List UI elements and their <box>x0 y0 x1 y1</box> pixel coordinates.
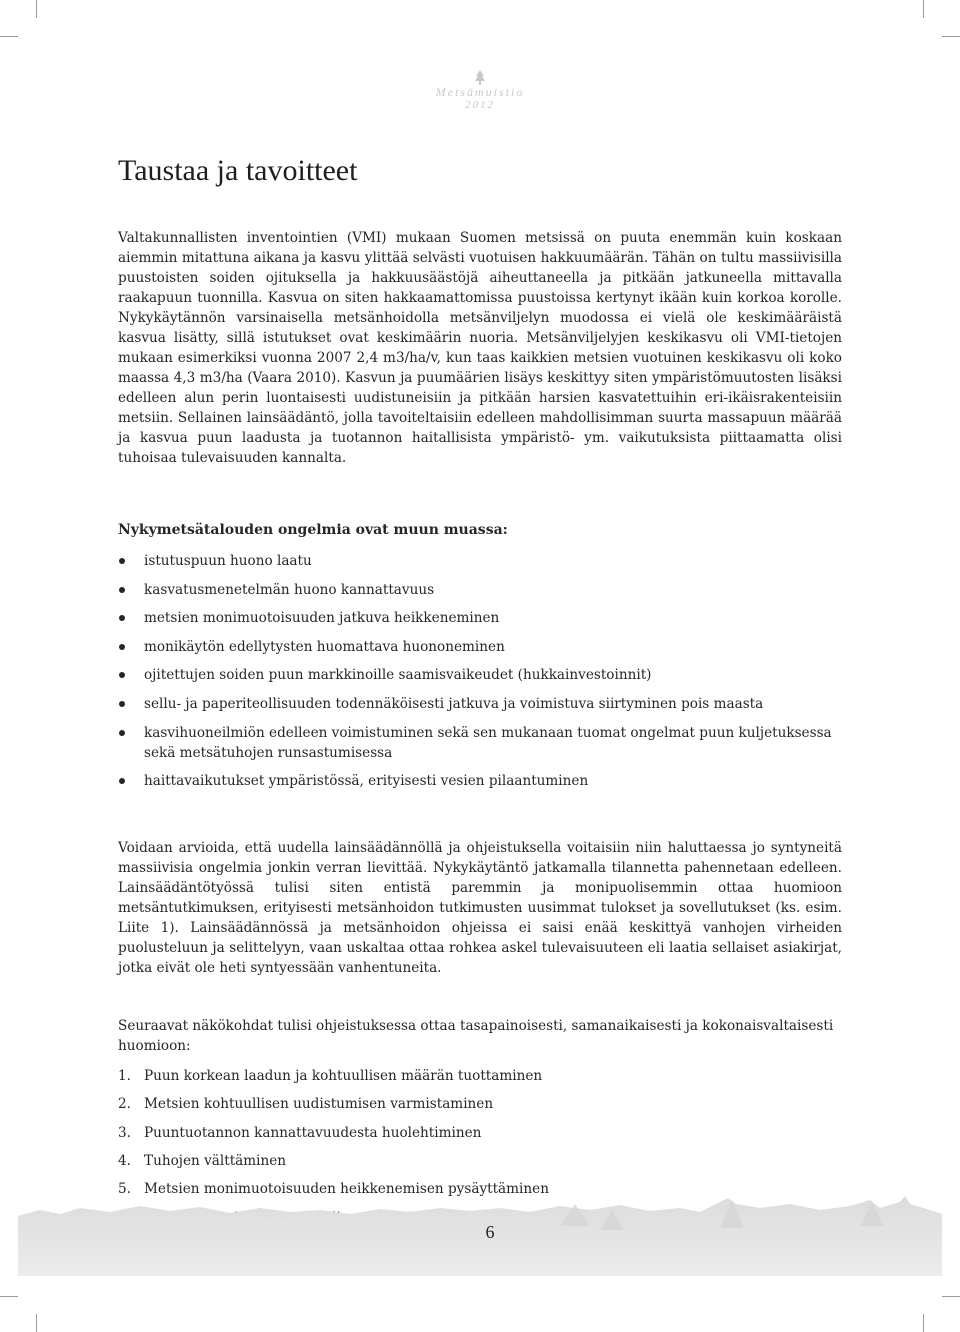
list-item: ojitettujen soiden puun markkinoille saamisvaikeudet (hukkainvestoinnit) <box>118 665 842 685</box>
bullet-icon <box>119 587 125 593</box>
list-item: 5. Metsien monimuotoisuuden heikkenemisen pysäyttäminen <box>118 1181 549 1198</box>
list-item: metsien monimuotoisuuden jatkuva heikkeneminen <box>118 608 842 628</box>
page-number: 6 <box>485 1222 495 1242</box>
crop-mark <box>942 1296 960 1297</box>
tree-icon <box>474 70 486 86</box>
logo-text: Metsämuistio <box>435 85 525 99</box>
bullet-icon <box>119 615 125 621</box>
logo-year: 2012 <box>465 99 495 111</box>
list-item: kasvatusmenetelmän huono kannattavuus <box>118 580 842 600</box>
list-item: haittavaikutukset ympäristössä, erityisesti vesien pilaantuminen <box>118 771 842 791</box>
second-paragraph: Voidaan arvioida, että uudella lainsäädännöllä ja ohjeistuksella voitaisiin niin haluttaessa jo syntyneitä massiivisia ongelmia jonkin verran lievittää. Nykykäytäntö jatkamalla tilannetta pahennetaan edelleen. Lainsäädäntötyössä tulisi siten entistä paremmin ja monipuolisemmin ottaa huomioon metsäntutkimuksen, erityisesti metsänhoidon tutkimusten uusimmat tulokset ja sovellutukset (ks. esim. Liite 1). Lainsäädännössä ja metsänhoidon ohjeissa ei saisi enää keskittyä vanhojen virheiden puolusteluun ja selittelyyn, vaan uskaltaa ottaa rohkea askel tulevaisuuteen eli laatia sellaiset asiakirjat, jotka eivät ole heti syntyessään vanhentuneita. <box>118 839 842 976</box>
list-item: 4. Tuhojen välttäminen <box>118 1152 287 1169</box>
crop-mark <box>36 0 37 18</box>
bullet-icon <box>119 730 125 736</box>
crop-mark <box>942 36 960 37</box>
bullet-icon <box>119 701 125 707</box>
problems-list <box>118 551 842 791</box>
main-content <box>118 228 842 1284</box>
bullet-icon <box>119 778 125 784</box>
list-item: 3. Puuntuotannon kannattavuudesta huolehtiminen <box>118 1124 482 1141</box>
intro-paragraph: Valtakunnallisten inventointien (VMI) mukaan Suomen metsissä on puuta enemmän kuin koskaan aiemmin mitattuna aikana ja kasvu ylittää selvästi vuotuisen hakkuumäärän. Tähän on tultu massiivisilla puustoisten soiden ojituksella ja hakkuusäästöjä aiheuttaneella ja pitkään jatkuneella mittavalla raakapuun tuonnilla. Kasvua on siten hakkaamattomissa puustoissa kertynyt ikään kuin korkoa korolle. Nykykäytännön varsinaisella metsänhoidolla metsänviljelyn muodossa ei vielä ole keskimääräistä kasvua lisätty, sillä istutukset ovat keskimäärin nuoria. Metsänviljelyjen keskikasvu oli VMI-tietojen mukaan esimerkiksi vuonna 2007 2,4 m3/ha/v, kun taas kaikkien metsien vuotuinen keskikasvu oli koko maassa 4,3 m3/ha (Vaara 2010). Kasvun ja puumäärien lisäys keskittyy siten ympäristömuutosten lisäksi edelleen alun perin luontaisesti uudistuneisiin ja pitkään harsien kasvatettuihin eri-ikäisrakenteisiin metsiin. Sellainen lainsäädäntö, jolla tavoiteltaisiin edelleen mahdollisimman suurta massapuun määrää ja kasvua puun laadusta ja tuotannon haitallisista ympäristö- ym. vaikutuksista piittaamatta olisi tuhoisaa tulevaisuuden kannalta. <box>118 230 842 466</box>
list-item: sellu- ja paperiteollisuuden todennäköisesti jatkuva ja voimistuva siirtyminen pois maasta <box>118 694 842 714</box>
goals-intro: Seuraavat näkökohdat tulisi ohjeistuksessa ottaa tasapainoisesti, samanaikaisesti ja kokonaisvaltaisesti huomioon: <box>118 1017 834 1054</box>
bullet-icon <box>119 672 125 678</box>
crop-mark <box>923 1314 924 1332</box>
header-logo <box>430 70 530 112</box>
page-title: Taustaa ja tavoitteet <box>118 154 358 187</box>
crop-mark <box>923 0 924 18</box>
list-item: 2. Metsien kohtuullisen uudistumisen varmistaminen <box>118 1096 494 1113</box>
list-item: 1. Puun korkean laadun ja kohtuullisen määrän tuottaminen <box>118 1067 543 1084</box>
list-item: kasvihuoneilmiön edelleen voimistuminen sekä sen mukanaan tuomat ongelmat puun kuljetuksessa sekä metsätuhojen runsastumisessa <box>118 723 842 763</box>
list-item: istutuspuun huono laatu <box>118 551 842 571</box>
bullet-icon <box>119 558 125 564</box>
crop-mark <box>0 36 18 37</box>
crop-mark <box>36 1314 37 1332</box>
list-item: monikäytön edellytysten huomattava huononeminen <box>118 637 842 657</box>
problems-heading: Nykymetsätalouden ongelmia ovat muun muassa: <box>118 522 508 538</box>
crop-mark <box>0 1296 18 1297</box>
bullet-icon <box>119 644 125 650</box>
